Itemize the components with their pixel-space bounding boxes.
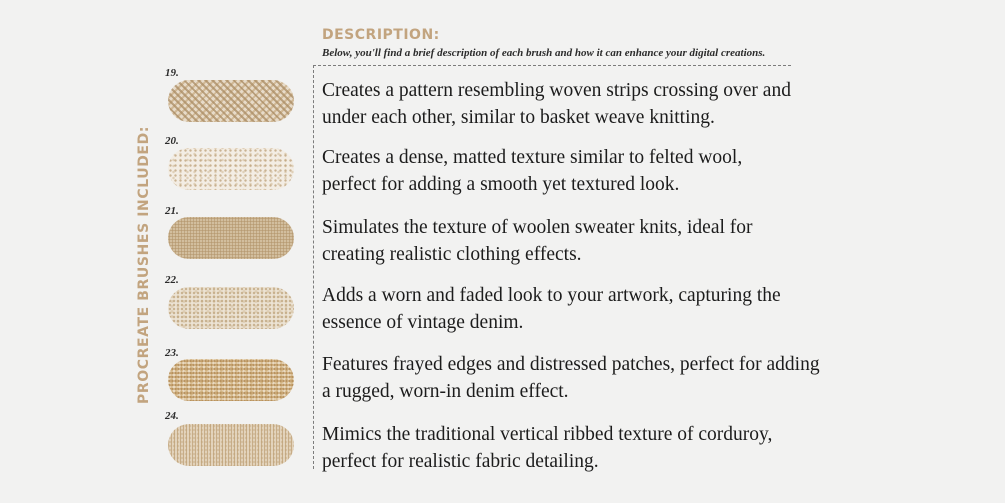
brush-preview-22 — [168, 287, 294, 329]
brush-preview-21 — [168, 217, 294, 259]
brush-description-line: Creates a pattern resembling woven strips crossing over and — [322, 80, 791, 101]
side-title-text: PROCREATE BRUSHES INCLUDED: — [136, 125, 152, 405]
brush-description-19 — [322, 77, 882, 131]
brush-description-line: Features frayed edges and distressed patches, perfect for adding — [322, 354, 820, 375]
header-divider — [313, 65, 791, 66]
brush-description-21 — [322, 214, 882, 268]
description-subheading: Below, you'll find a brief description of each brush and how it can enhance your digital creations. — [322, 47, 766, 59]
brush-number-21: 21. — [165, 205, 179, 217]
brush-number-20: 20. — [165, 135, 179, 147]
description-heading: DESCRIPTION: — [322, 27, 440, 43]
brush-description-line: perfect for adding a smooth yet textured look. — [322, 174, 680, 195]
brush-description-line: a rugged, worn-in denim effect. — [322, 381, 569, 402]
brush-description-line: perfect for realistic fabric detailing. — [322, 451, 599, 472]
brush-description-line: Mimics the traditional vertical ribbed texture of corduroy, — [322, 424, 773, 445]
brush-description-23 — [322, 351, 882, 405]
brush-description-24 — [322, 421, 882, 475]
brush-preview-20 — [168, 148, 294, 190]
brush-preview-23 — [168, 359, 294, 401]
brush-description-line: Creates a dense, matted texture similar to felted wool, — [322, 147, 743, 168]
brush-number-19: 19. — [165, 67, 179, 79]
brush-number-22: 22. — [165, 274, 179, 286]
brush-preview-19 — [168, 80, 294, 122]
brush-description-line: Simulates the texture of woolen sweater knits, ideal for — [322, 217, 753, 238]
brush-number-24: 24. — [165, 410, 179, 422]
brush-description-line: essence of vintage denim. — [322, 312, 524, 333]
side-title — [134, 125, 154, 405]
brush-description-line: under each other, similar to basket weave knitting. — [322, 107, 715, 128]
brush-description-20 — [322, 144, 882, 198]
column-divider — [313, 65, 314, 469]
brush-description-line: Adds a worn and faded look to your artwork, capturing the — [322, 285, 781, 306]
brush-description-22 — [322, 282, 882, 336]
brush-preview-24 — [168, 424, 294, 466]
brush-number-23: 23. — [165, 347, 179, 359]
brush-description-line: creating realistic clothing effects. — [322, 244, 582, 265]
